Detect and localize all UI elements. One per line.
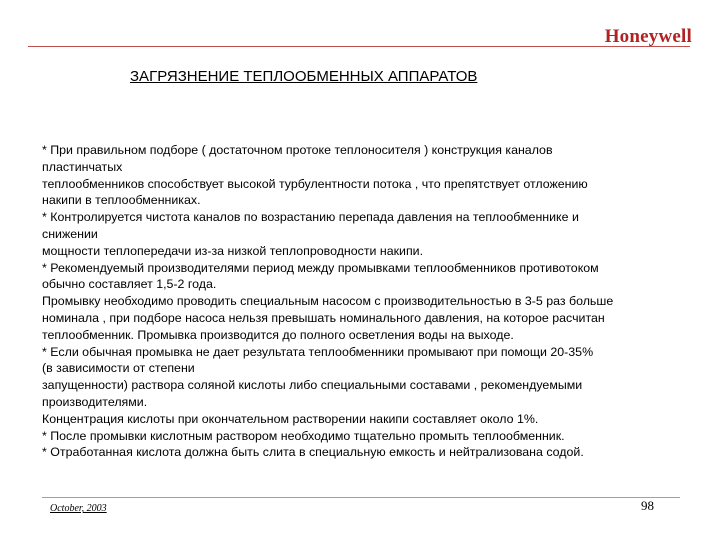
body-line: запущенности) раствора соляной кислоты либо специальными составами , рекомендуемыми	[42, 378, 583, 393]
body-line: номинала , при подборе насоса нельзя превышать номинального давления, на которое расчитан	[42, 310, 605, 325]
page-number: 98	[641, 498, 654, 513]
body-line: (в зависимости от степени	[42, 361, 195, 376]
body-line: теплообменник. Промывка производится до полного осветления воды на выходе.	[42, 327, 514, 342]
body-line: * Отработанная кислота должна быть слита в специальную емкость и нейтрализована содой.	[42, 445, 584, 460]
body-line: снижении	[42, 226, 98, 241]
body-text	[42, 142, 698, 461]
body-line: накипи в теплообменниках.	[42, 193, 201, 208]
body-line: Промывку необходимо проводить специальным насосом с производительностью в 3-5 раз больше	[42, 294, 614, 309]
body-line: Концентрация кислоты при окончательном растворении накипи составляет около 1%.	[42, 411, 539, 426]
body-line: * При правильном подборе ( достаточном протоке теплоносителя ) конструкция каналов	[42, 143, 553, 157]
body-line: * После промывки кислотным раствором необходимо тщательно промыть теплообменник.	[42, 428, 565, 443]
body-line: * Контролируется чистота каналов по возрастанию перепада давления на теплообменнике и	[42, 210, 579, 225]
body-line: * Если обычная промывка не дает результата теплообменники промывают при помощи 20-35%	[42, 344, 594, 359]
body-line: теплообменников способствует высокой турбулентности потока , что препятствует отложению	[42, 176, 588, 191]
slide-title: ЗАГРЯЗНЕНИЕ ТЕПЛООБМЕННЫХ АППАРАТОВ	[130, 68, 478, 85]
body-line: производителями.	[42, 394, 148, 409]
brand-logo: Honeywell	[604, 26, 692, 47]
header-divider	[28, 46, 690, 47]
body-line: * Рекомендуемый производителями период между промывками теплообменников противотоком	[42, 260, 599, 275]
body-line: пластинчатых	[42, 159, 123, 174]
body-line: мощности теплопередачи из-за низкой теплопроводности накипи.	[42, 243, 424, 258]
footer-date: October, 2003	[50, 503, 107, 514]
footer-divider	[42, 497, 680, 498]
body-line: обычно составляет 1,5-2 года.	[42, 277, 217, 292]
